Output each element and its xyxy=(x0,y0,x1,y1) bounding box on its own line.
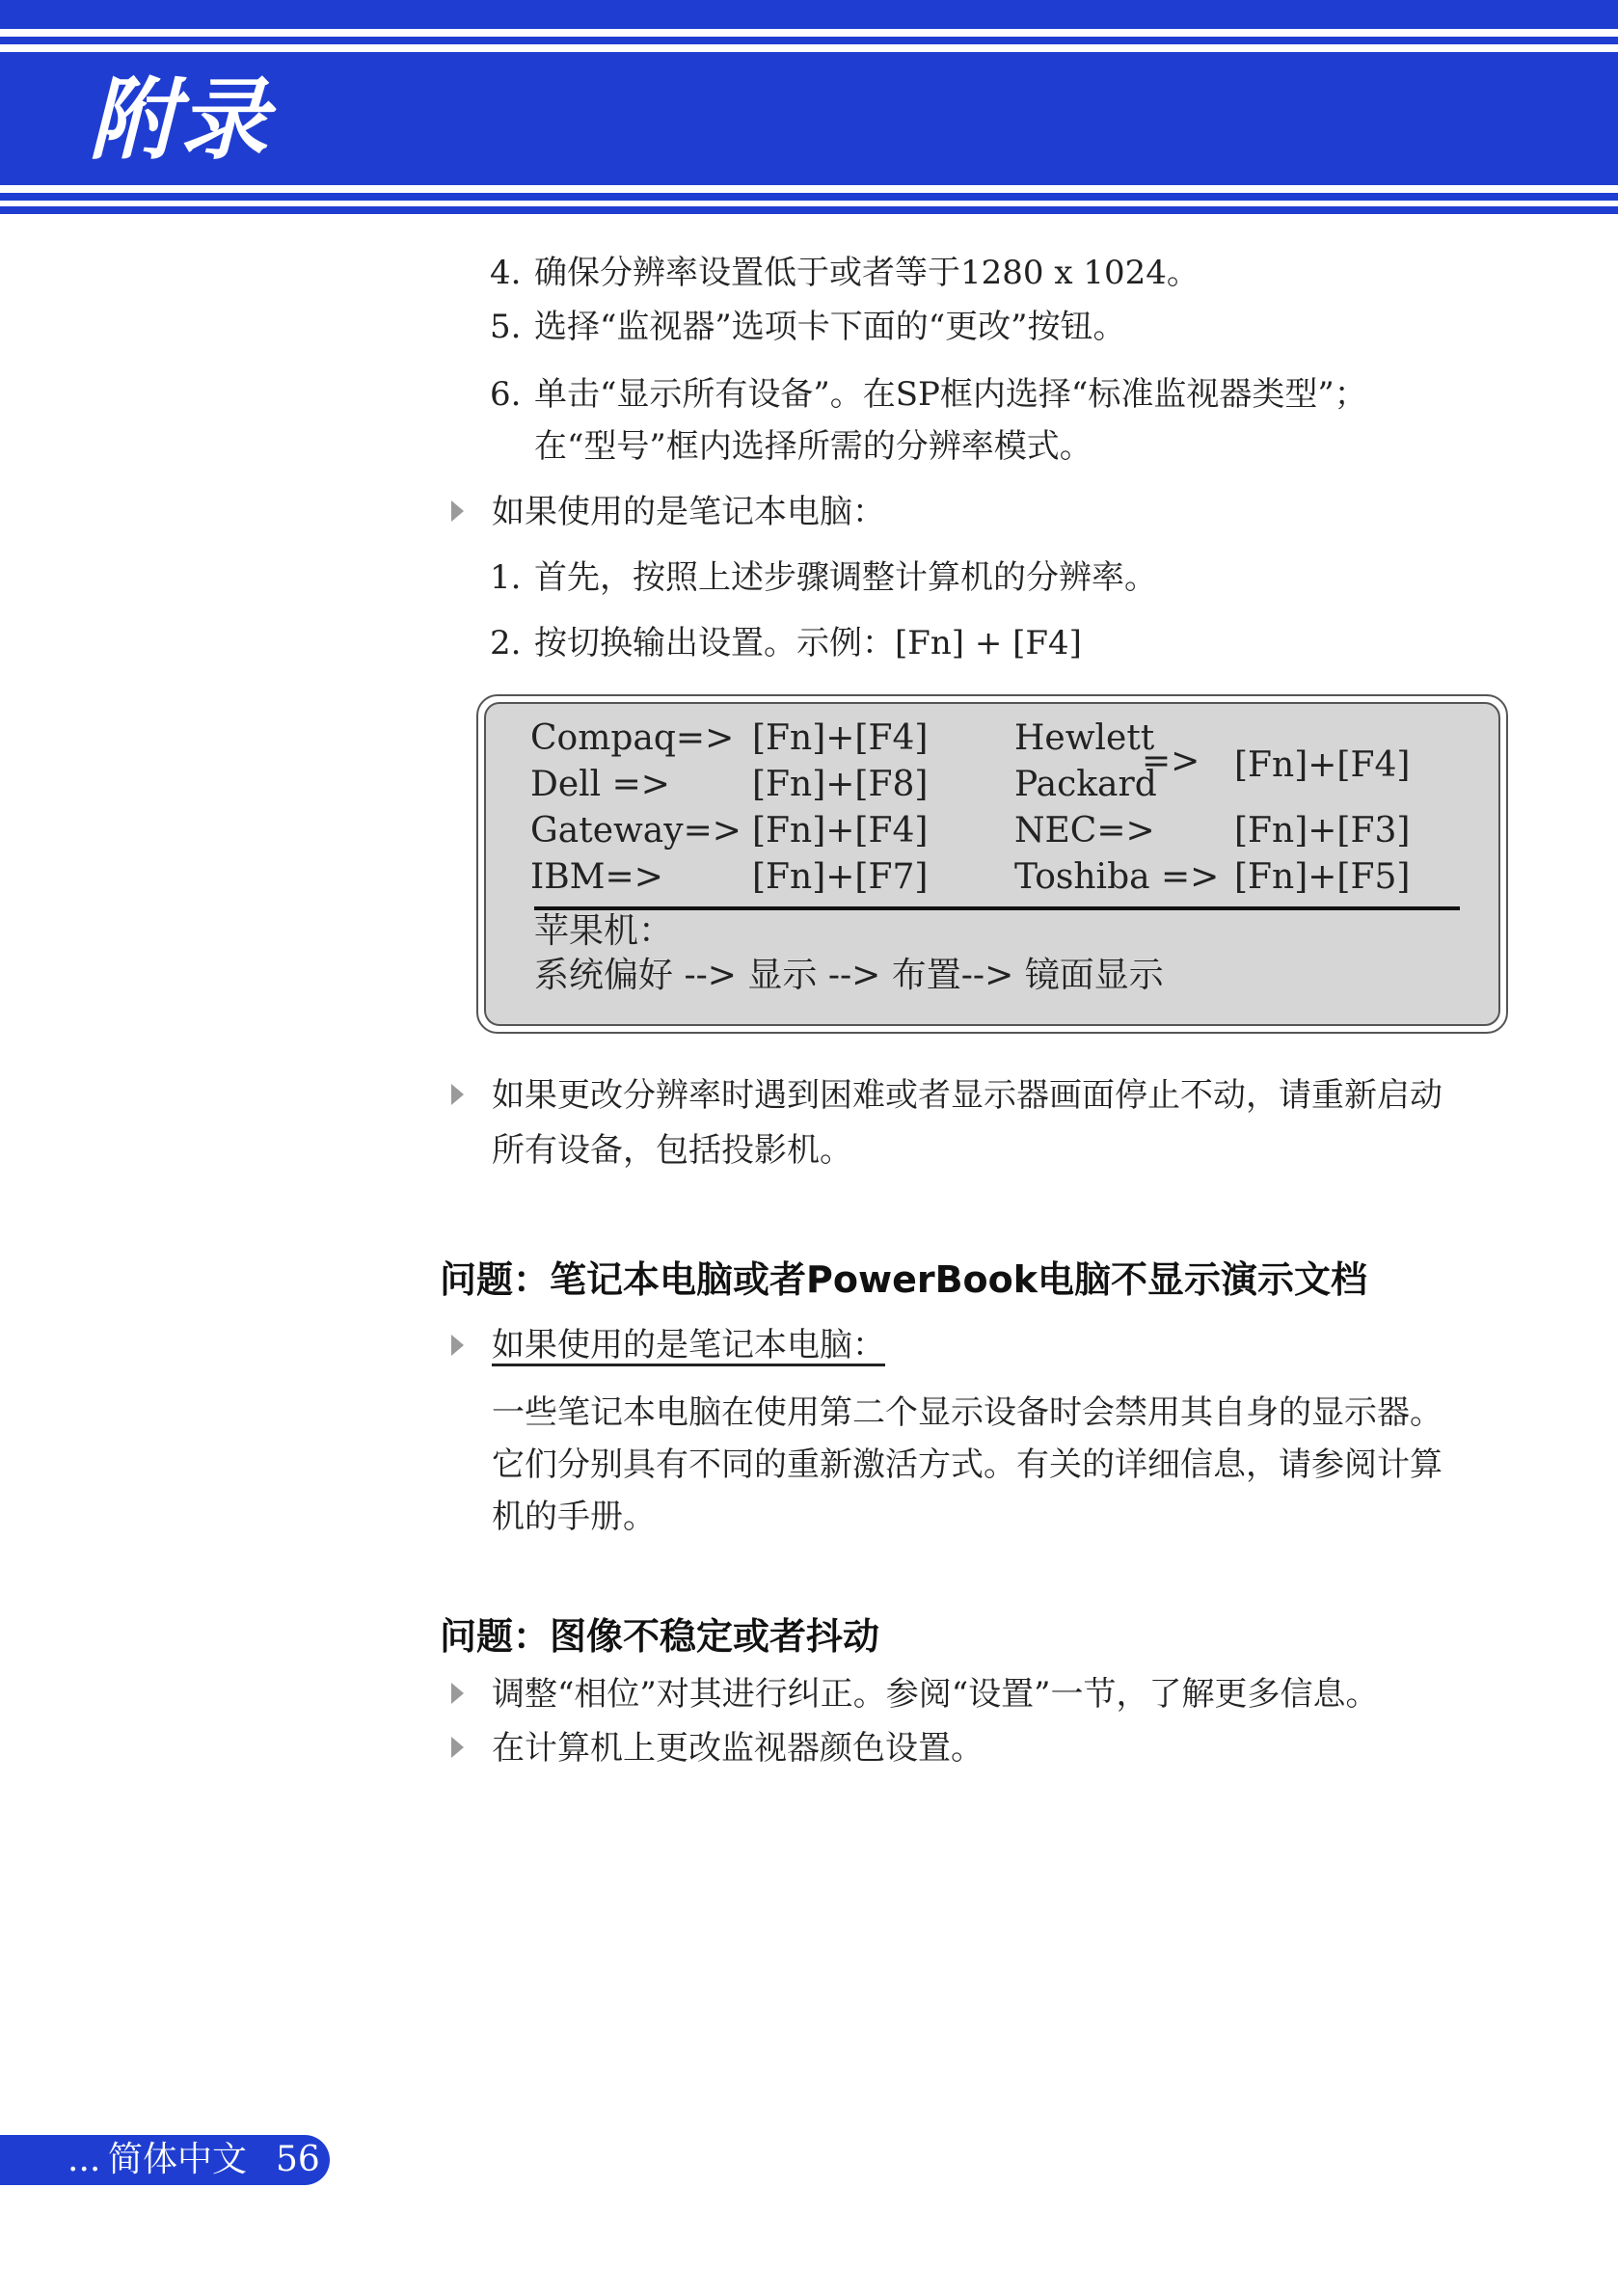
banner-stripe-thin-3 xyxy=(0,206,1618,214)
step-text: 确保分辨率设置低于或者等于1280 x 1024。 xyxy=(534,254,1200,292)
step-text: 按切换输出设置。示例：[Fn] + [F4] xyxy=(534,624,1082,662)
problem1-bullet-text: 如果使用的是笔记本电脑： xyxy=(492,1326,885,1364)
bullet-icon xyxy=(451,500,464,522)
footer-page-number: 56 xyxy=(276,2140,320,2179)
notebook-bullet-text: 如果使用的是笔记本电脑： xyxy=(492,493,885,531)
step-number: 2. xyxy=(490,624,522,662)
hp-arrow: => xyxy=(1142,742,1200,781)
shortcut-box xyxy=(476,694,1508,1034)
step-text: 首先，按照上述步骤调整计算机的分辨率。 xyxy=(534,558,1157,597)
brand-ibm: IBM=> xyxy=(530,857,663,897)
bullet-icon xyxy=(451,1683,464,1704)
step-5 xyxy=(490,303,1126,351)
bullet-icon xyxy=(451,1335,464,1356)
step-number: 4. xyxy=(490,254,522,292)
problem1-para-line1: 一些笔记本电脑在使用第二个显示设备时会禁用其自身的显示器。 xyxy=(492,1393,1443,1432)
keys-nec: [Fn]+[F3] xyxy=(1234,811,1411,851)
problem1-para-line3: 机的手册。 xyxy=(492,1498,656,1536)
keys-toshiba: [Fn]+[F5] xyxy=(1234,857,1411,897)
problem2-bullet-1: 调整“相位”对其进行纠正。参阅“设置”一节，了解更多信息。 xyxy=(492,1675,1379,1714)
banner-stripe-thin-1 xyxy=(0,37,1618,44)
bullet-icon xyxy=(451,1084,464,1105)
notebook-step-2 xyxy=(490,619,1082,667)
problem1-heading: 问题：笔记本电脑或者PowerBook电脑不显示演示文档 xyxy=(440,1258,1368,1301)
keys-compaq: [Fn]+[F4] xyxy=(752,718,929,758)
page-title: 附录 xyxy=(89,68,271,172)
restart-note-line1: 如果更改分辨率时遇到困难或者显示器画面停止不动，请重新启动 xyxy=(492,1076,1443,1115)
banner-stripe-top xyxy=(0,0,1618,29)
step-6 xyxy=(490,370,1367,419)
step-4 xyxy=(490,249,1200,297)
problem1-para-line2: 它们分别具有不同的重新激活方式。有关的详细信息，请参阅计算 xyxy=(492,1445,1443,1484)
problem2-heading: 问题：图像不稳定或者抖动 xyxy=(440,1615,880,1658)
step-text-line1: 单击“显示所有设备”。在SP框内选择“标准监视器类型”； xyxy=(534,375,1367,414)
footer-page-tab xyxy=(0,2135,330,2185)
brand-dell: Dell => xyxy=(530,765,670,804)
brand-compaq: Compaq=> xyxy=(530,718,735,758)
step-6-line2: 在“型号”框内选择所需的分辨率模式。 xyxy=(534,427,1092,466)
keys-ibm: [Fn]+[F7] xyxy=(752,857,929,897)
keys-hp: [Fn]+[F4] xyxy=(1234,745,1411,785)
brand-packard: Packard xyxy=(1014,765,1157,804)
apple-label: 苹果机： xyxy=(534,911,674,951)
brand-nec: NEC=> xyxy=(1014,811,1155,851)
problem2-bullet-2: 在计算机上更改监视器颜色设置。 xyxy=(492,1729,984,1768)
brand-toshiba: Toshiba => xyxy=(1014,857,1220,897)
step-number: 1. xyxy=(490,558,522,597)
notebook-step-1 xyxy=(490,554,1157,602)
footer-prefix: ... xyxy=(67,2140,101,2179)
step-number: 6. xyxy=(490,375,522,414)
keys-gateway: [Fn]+[F4] xyxy=(752,811,929,851)
shortcut-box-inner xyxy=(484,702,1500,1026)
restart-note-line2: 所有设备，包括投影机。 xyxy=(492,1131,852,1170)
brand-gateway: Gateway=> xyxy=(530,811,742,851)
bullet-icon xyxy=(451,1737,464,1758)
apple-path: 系统偏好 --> 显示 --> 布置--> 镜面显示 xyxy=(534,956,1164,995)
keys-dell: [Fn]+[F8] xyxy=(752,765,929,804)
step-number: 5. xyxy=(490,308,522,346)
footer-language: 简体中文 xyxy=(108,2140,248,2179)
banner-stripe-thin-2 xyxy=(0,193,1618,201)
step-text: 选择“监视器”选项卡下面的“更改”按钮。 xyxy=(534,308,1126,346)
brand-hewlett: Hewlett xyxy=(1014,718,1155,758)
